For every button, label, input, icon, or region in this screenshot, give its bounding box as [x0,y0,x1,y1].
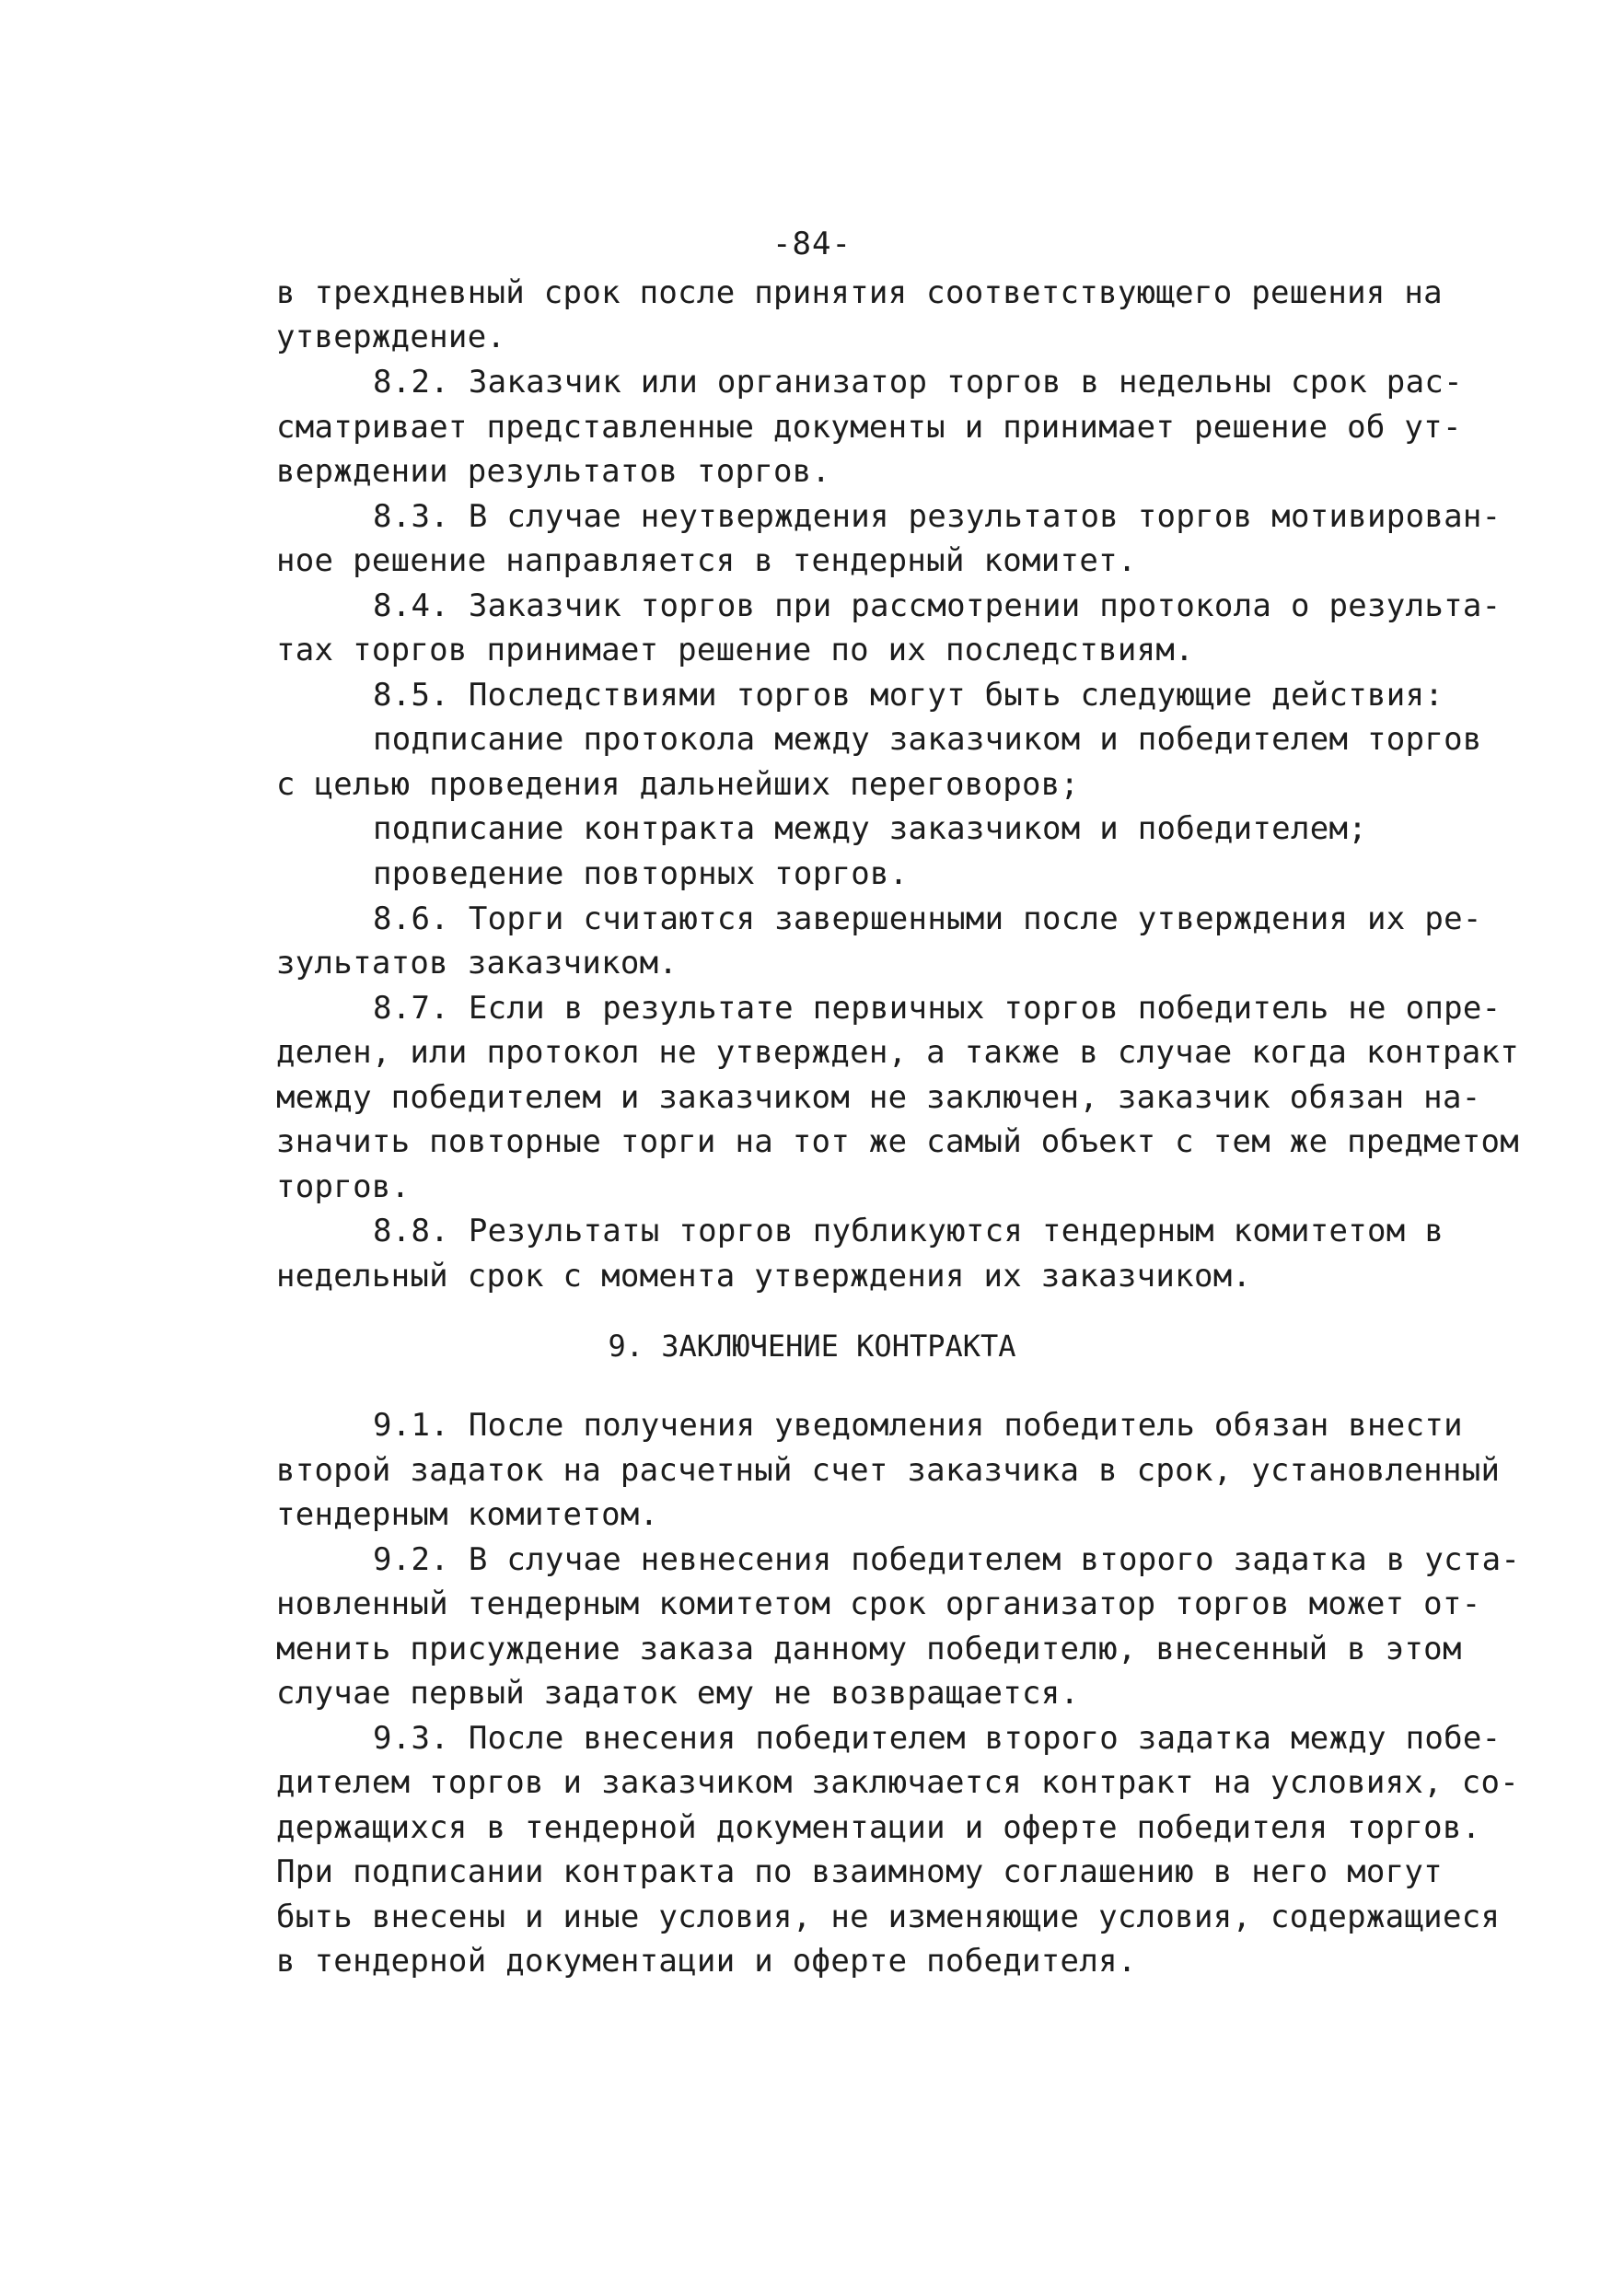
text-line: верждении результатов торгов. [276,453,831,490]
text-line: в тендерной документации и оферте победителя. [276,1943,1137,1980]
text-line: между победителем и заказчиком не заключен, заказчик обязан на- [276,1079,1481,1116]
text-line: При подписании контракта по взаимному соглашению в него могут [276,1853,1443,1890]
text-line: 8.5. Последствиями торгов могут быть следующие действия: [373,677,1444,714]
text-line: значить повторные торги на тот же самый объект с тем же предметом [276,1123,1520,1160]
text-line: проведение повторных торгов. [373,855,909,892]
text-line: подписание протокола между заказчиком и победителем торгов [373,721,1482,758]
text-line: случае первый задаток ему не возвращается. [276,1675,1080,1712]
text-line: 9.3. После внесения победителем второго задатка между побе- [373,1720,1502,1757]
text-line: сматривает представленные документы и принимает решение об ут- [276,409,1462,446]
text-line: 8.7. Если в результате первичных торгов победитель не опре- [373,990,1502,1027]
text-line: тендерным комитетом. [276,1496,659,1533]
text-line: недельный срок с момента утверждения их заказчиком. [276,1258,1252,1295]
text-line: тах торгов принимает решение по их последствиям. [276,632,1194,668]
text-line: дителем торгов и заказчиком заключается контракт на условиях, со- [276,1764,1520,1801]
text-line: держащихся в тендерной документации и оферте победителя торгов. [276,1809,1481,1846]
text-line: делен, или протокол не утвержден, а также в случае когда контракт [276,1034,1520,1071]
text-line: 8.4. Заказчик торгов при рассмотрении протокола о результа- [373,587,1502,624]
text-line: второй задаток на расчетный счет заказчика в срок, установленный [276,1452,1501,1489]
text-line: торгов. [276,1168,411,1205]
text-line: 8.8. Результаты торгов публикуются тендерным комитетом в [373,1213,1444,1249]
text-line: ное решение направляется в тендерный комитет. [276,542,1137,579]
text-line: подписание контракта между заказчиком и победителем; [373,810,1368,847]
text-line: менить присуждение заказа данному победителю, внесенный в этом [276,1631,1462,1667]
text-line: в трехдневный срок после принятия соответствующего решения на [276,274,1443,311]
text-line: утверждение. [276,319,506,355]
text-line: 9.2. В случае невнесения победителем второго задатка в уста- [373,1541,1521,1578]
text-line: с целью проведения дальнейших переговоров; [276,766,1080,803]
text-line: 8.6. Торги считаются завершенными после утверждения их ре- [373,900,1482,937]
text-line: новленный тендерным комитетом срок организатор торгов может от- [276,1585,1481,1622]
text-line: 8.2. Заказчик или организатор торгов в недельны срок рас- [373,364,1463,401]
text-line: зультатов заказчиком. [276,945,679,981]
text-line: 8.3. В случае неутверждения результатов торгов мотивирован- [373,498,1502,535]
text-line: быть внесены и иные условия, не изменяющие условия, содержащиеся [276,1899,1501,1935]
page-number: -84- [772,226,852,262]
text-line: 9.1. После получения уведомления победитель обязан внести [373,1407,1463,1444]
section-heading: 9. ЗАКЛЮЧЕНИЕ КОНТРАКТА [608,1329,1016,1364]
